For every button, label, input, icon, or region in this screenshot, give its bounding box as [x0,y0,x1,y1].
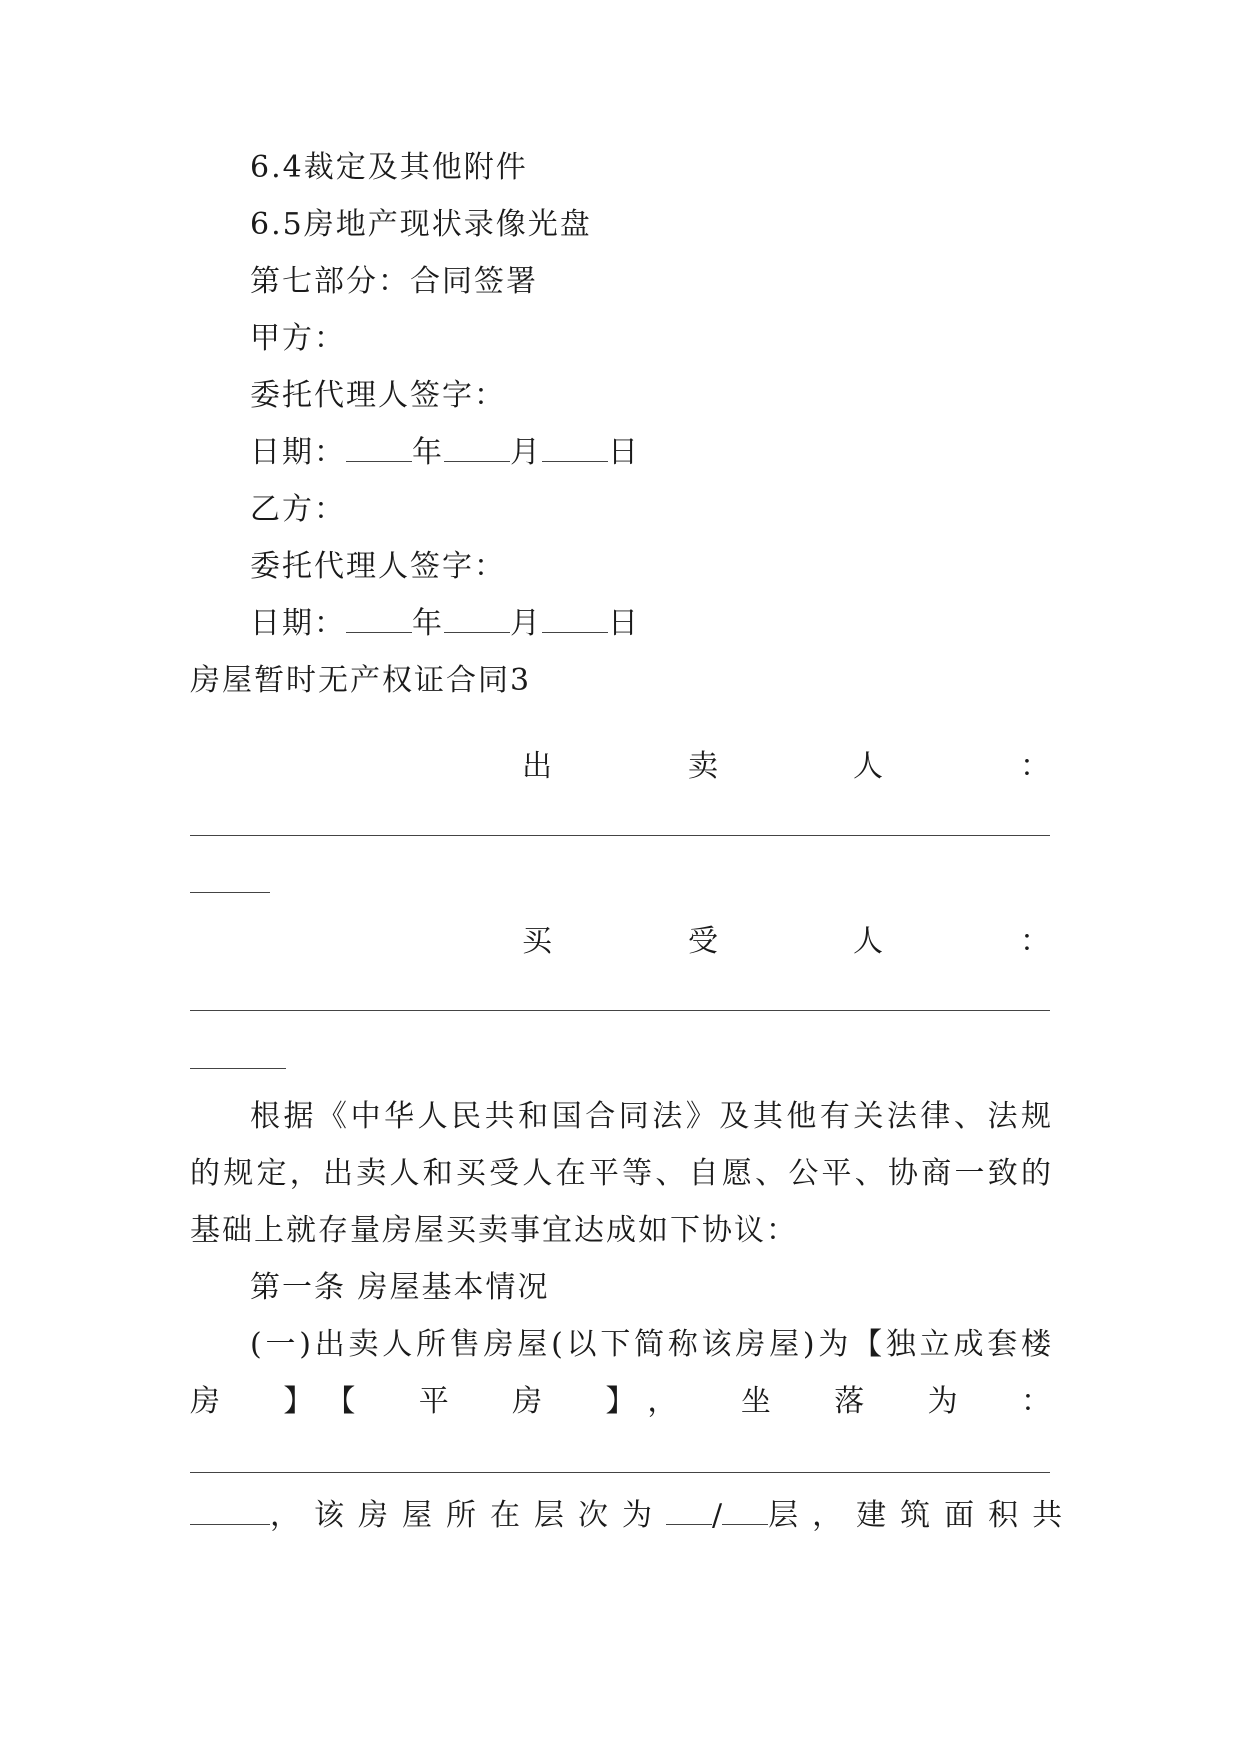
date-label: 日期： [250,435,346,470]
paragraph-1-line-1: 根据《中华人民共和国合同法》及其他有关法律、法规 [250,1099,1052,1134]
party-a-agent-signature: 委托代理人签字： [250,378,506,413]
seller-blank-line-2 [190,892,270,893]
month-label: 月 [510,435,542,470]
area-text: 层，建筑面积共 [768,1498,1077,1533]
month-blank [444,604,510,633]
contract-title: 房屋暂时无产权证合同3 [190,663,532,698]
party-a-date [250,433,640,473]
paragraph-1-line-3: 基础上就存量房屋买卖事宜达成如下协议： [190,1213,798,1248]
year-label: 年 [412,435,444,470]
day-blank [542,433,608,462]
month-label: 月 [510,606,542,641]
buyer-blank-line-2 [190,1068,286,1069]
date-label: 日期： [250,606,346,641]
line-attachment-6-5: 6.5房地产现状录像光盘 [250,207,592,242]
buyer-colon: ： [1020,924,1050,959]
location-blank-line [190,1472,1050,1473]
year-blank [346,433,412,462]
party-b-label: 乙方： [250,492,346,527]
seller-colon: ： [1020,749,1050,784]
floor-blank-2 [722,1496,768,1525]
floor-slash: / [712,1498,723,1533]
seller-char-1: 出 [522,749,552,784]
paragraph-2-line-4 [190,1496,1077,1536]
paragraph-1-line-2: 的规定，出卖人和买受人在平等、自愿、公平、协商一致的 [190,1156,1052,1191]
line-attachment-6-4: 6.4裁定及其他附件 [250,150,528,185]
day-label: 日 [608,435,640,470]
buyer-char-2: 受 [688,924,718,959]
paragraph-2-line-2: 房 】【 平 房 】， 坐 落 为 ： [190,1384,1052,1419]
floor-text: ，该房屋所在层次为 [270,1498,666,1533]
day-blank [542,604,608,633]
floor-blank-1 [666,1496,712,1525]
seller-blank-line-1 [190,835,1050,836]
buyer-char-3: 人 [853,924,883,959]
year-label: 年 [412,606,444,641]
seller-char-3: 人 [853,749,883,784]
buyer-char-1: 买 [522,924,552,959]
party-b-agent-signature: 委托代理人签字： [250,549,506,584]
year-blank [346,604,412,633]
month-blank [444,433,510,462]
day-label: 日 [608,606,640,641]
buyer-blank-line-1 [190,1010,1050,1011]
party-a-label: 甲方： [250,321,346,356]
section-heading-part-7: 第七部分：合同签署 [250,264,538,299]
party-b-date [250,604,640,644]
seller-char-2: 卖 [688,749,718,784]
article-1-heading: 第一条 房屋基本情况 [250,1270,550,1305]
paragraph-2-line-1: (一)出卖人所售房屋(以下简称该房屋)为【独立成套楼 [250,1327,1052,1362]
location-blank-end [190,1496,270,1525]
